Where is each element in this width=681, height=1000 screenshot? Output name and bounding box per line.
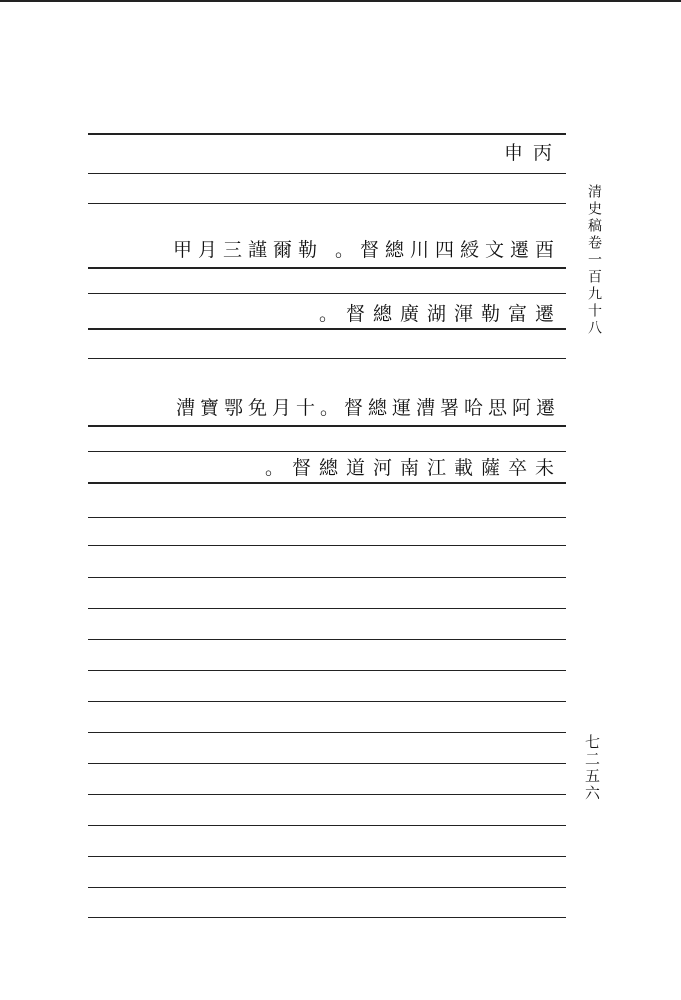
rule [88, 425, 566, 427]
rule [88, 701, 566, 702]
rule [88, 577, 566, 578]
rule [88, 639, 566, 640]
page-top-border [0, 0, 681, 2]
row-text-you: 酉遷文綬四川總督。 勒爾謹三月甲 [172, 239, 560, 261]
rule [88, 763, 566, 764]
rule [88, 267, 566, 269]
rule [88, 203, 566, 204]
rule [88, 451, 566, 452]
rule [88, 133, 566, 135]
rule [88, 517, 566, 518]
row-text-sa-zai: 未卒薩載江南河道總督。 [264, 457, 562, 479]
rule [88, 917, 566, 918]
rule [88, 887, 566, 888]
rule [88, 732, 566, 733]
row-text-bing-shen: 丙申 [503, 142, 562, 164]
rule [88, 794, 566, 795]
rule [88, 608, 566, 609]
rule [88, 358, 566, 359]
row-text-a-si-ha: 遷阿思哈署漕運總督。十月免鄂寶漕 [175, 397, 560, 419]
rule [88, 173, 566, 174]
rule [88, 825, 566, 826]
page-number: 七二五六 [583, 734, 601, 802]
row-text-fu-le-hun: 遷富勒渾湖廣總督。 [318, 303, 562, 325]
rule [88, 670, 566, 671]
rule [88, 482, 566, 484]
ruled-table [88, 125, 568, 925]
side-book-title: 清史稿卷一百九十八 [586, 184, 602, 337]
rule [88, 328, 566, 330]
rule [88, 293, 566, 294]
rule [88, 545, 566, 546]
rule [88, 856, 566, 857]
